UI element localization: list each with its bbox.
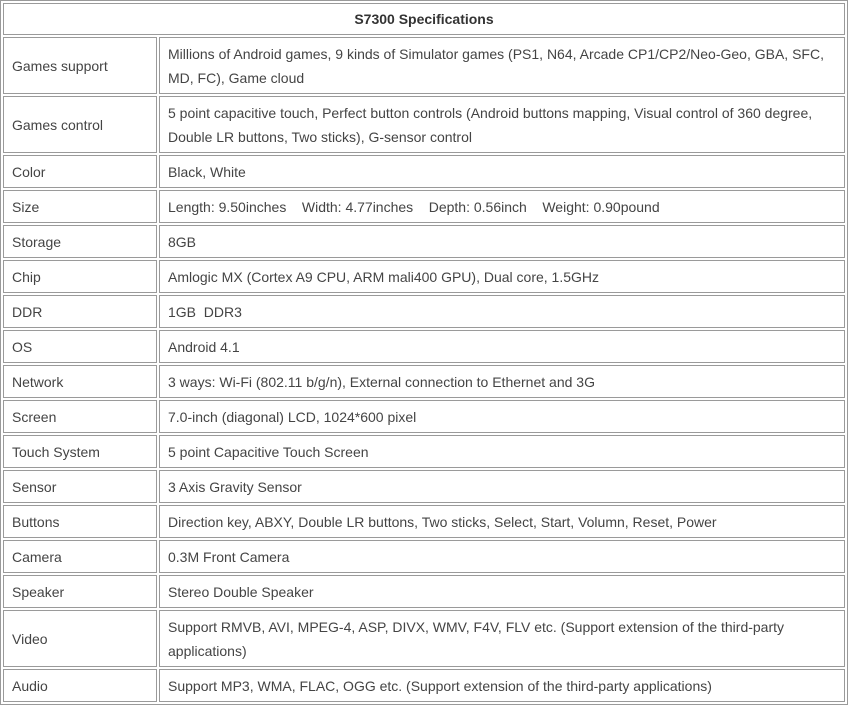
row-value: 3 ways: Wi-Fi (802.11 b/g/n), External connection to Ethernet and 3G: [159, 365, 845, 398]
row-label: Chip: [3, 260, 157, 293]
row-value: Direction key, ABXY, Double LR buttons, Two sticks, Select, Start, Volumn, Reset, Power: [159, 505, 845, 538]
table-row: [3, 260, 845, 293]
row-label: Camera: [3, 540, 157, 573]
row-value: 8GB: [159, 225, 845, 258]
row-label: Games control: [3, 96, 157, 153]
table-row: [3, 37, 845, 94]
row-value: Support MP3, WMA, FLAC, OGG etc. (Support extension of the third-party applications): [159, 669, 845, 702]
row-label: Color: [3, 155, 157, 188]
table-row: [3, 575, 845, 608]
row-value: Black, White: [159, 155, 845, 188]
table-row: [3, 435, 845, 468]
table-row: [3, 669, 845, 702]
table-row: [3, 505, 845, 538]
table-header-row: [3, 3, 845, 35]
table-row: [3, 225, 845, 258]
row-value: Support RMVB, AVI, MPEG-4, ASP, DIVX, WMV, F4V, FLV etc. (Support extension of the third-party applications): [159, 610, 845, 667]
row-label: Touch System: [3, 435, 157, 468]
row-label: DDR: [3, 295, 157, 328]
row-label: Speaker: [3, 575, 157, 608]
table-row: [3, 400, 845, 433]
row-label: Audio: [3, 669, 157, 702]
row-label: Storage: [3, 225, 157, 258]
row-value: Amlogic MX (Cortex A9 CPU, ARM mali400 GPU), Dual core, 1.5GHz: [159, 260, 845, 293]
row-label: Sensor: [3, 470, 157, 503]
row-value: 1GB DDR3: [159, 295, 845, 328]
table-row: [3, 295, 845, 328]
row-value: Android 4.1: [159, 330, 845, 363]
table-row: [3, 155, 845, 188]
table-row: [3, 365, 845, 398]
table-row: [3, 190, 845, 223]
row-value: 5 point capacitive touch, Perfect button controls (Android buttons mapping, Visual control of 360 degree, Double LR buttons, Two sticks), G-sensor control: [159, 96, 845, 153]
table-row: [3, 540, 845, 573]
row-label: Network: [3, 365, 157, 398]
row-value: 0.3M Front Camera: [159, 540, 845, 573]
row-label: OS: [3, 330, 157, 363]
row-value: 7.0-inch (diagonal) LCD, 1024*600 pixel: [159, 400, 845, 433]
row-label: Video: [3, 610, 157, 667]
table-row: [3, 330, 845, 363]
table-row: [3, 610, 845, 667]
row-value: 5 point Capacitive Touch Screen: [159, 435, 845, 468]
row-value: Millions of Android games, 9 kinds of Simulator games (PS1, N64, Arcade CP1/CP2/Neo-Geo, GBA, SFC, MD, FC), Game cloud: [159, 37, 845, 94]
row-label: Buttons: [3, 505, 157, 538]
row-label: Games support: [3, 37, 157, 94]
row-value: Length: 9.50inches Width: 4.77inches Depth: 0.56inch Weight: 0.90pound: [159, 190, 845, 223]
row-value: Stereo Double Speaker: [159, 575, 845, 608]
table-row: [3, 470, 845, 503]
row-label: Size: [3, 190, 157, 223]
row-value: 3 Axis Gravity Sensor: [159, 470, 845, 503]
table-row: [3, 96, 845, 153]
row-label: Screen: [3, 400, 157, 433]
table-title: S7300 Specifications: [3, 3, 845, 35]
